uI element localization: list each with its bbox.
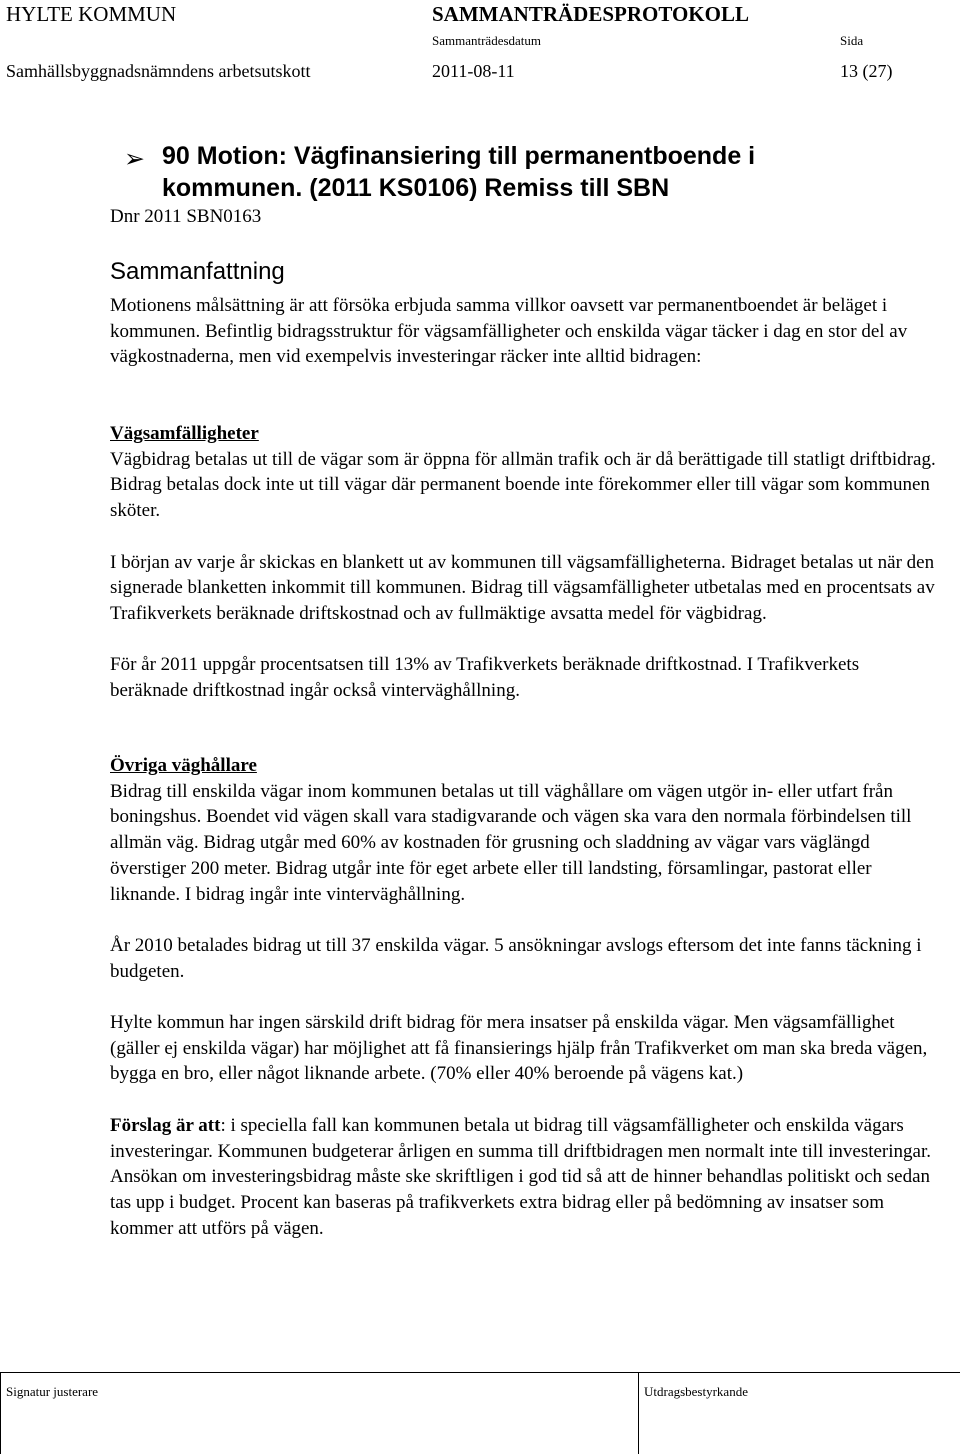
vagsamfalligheter-paragraph-1: Vägbidrag betalas ut till de vägar som är öppna för allmän trafik och är då berättigade till statligt driftbidrag. Bidrag betalas dock inte ut till vägar där permanent boende inte förekommer eller till vägar som kommunen sköter. [110, 448, 936, 522]
date-label: Sammanträdesdatum [432, 33, 542, 48]
proposal-label: Förslag är att [110, 1114, 221, 1136]
summary-heading: Sammanfattning [110, 258, 285, 285]
vagsamfalligheter-section [110, 421, 940, 704]
vagsamfalligheter-paragraph-3: För år 2011 uppgår procentsatsen till 13% av Trafikverkets beräknade driftkostnad. I Trafikverkets beräknade driftkostnad ingår också vinterväghållning. [110, 654, 860, 701]
committee-name: Samhällsbyggnadsnämndens arbetsutskott [6, 61, 311, 81]
proposal-paragraph [110, 1113, 940, 1242]
vagsamfalligheter-paragraph-2: I början av varje år skickas en blankett ut av kommunen till vägsamfälligheterna. Bidraget betalas ut när den signerade blanketten inkommit till kommunen. Bidrag till vägsamfälligheter utbetalas med en procentsats av Trafikverkets beräknade driftskostnad och av fullmäktige avsatta medel för vägbidrag. [110, 551, 935, 624]
arrow-bullet-icon: ➢ [124, 145, 145, 173]
section-title-line1: 90 Motion: Vägfinansiering till permanentboende i [162, 142, 756, 170]
page-label: Sida [840, 33, 864, 48]
ovriga-paragraph-3: Hylte kommun har ingen särskild drift bidrag för mera insatser på enskilda vägar. Men vägsamfällighet (gäller ej enskilda vägar) har möjlighet att få finansierings hjälp från Trafikverket om man ska breda vägen, bygga en bro, eller något liknande arbete. (70% eller 40% beroende på vägens kat.) [110, 1012, 928, 1085]
document-type: SAMMANTRÄDESPROTOKOLL [432, 2, 749, 26]
summary-section [110, 293, 940, 370]
extract-certification-label: Utdragsbestyrkande [644, 1384, 748, 1399]
footer-divider [0, 1372, 960, 1373]
ovriga-paragraph-2: År 2010 betalades bidrag ut till 37 enskilda vägar. 5 ansökningar avslogs eftersom det inte fanns täckning i budgeten. [110, 934, 922, 982]
vagsamfalligheter-heading: Vägsamfälligheter [110, 423, 259, 444]
dnr-reference: Dnr 2011 SBN0163 [110, 206, 262, 227]
signature-label: Signatur justerare [6, 1384, 99, 1399]
section-title-line2: kommunen. (2011 KS0106) Remiss till SBN [162, 174, 670, 202]
proposal-text: : i speciella fall kan kommunen betala ut bidrag till vägsamfälligheter och enskilda vägars investeringar. Kommunen budgeterar årligen en summa till driftbidragen men normalt inte till investeringar. Ansökan om investeringsbidrag måste ske skriftligen i god tid så att de hinner behandlas politiskt och sedan tas upp i budget. Procent kan baseras på trafikverkets extra bidrag eller på bedömning av insatser som kommer att utförs på vägen. [110, 1114, 931, 1239]
ovriga-paragraph-1: Bidrag till enskilda vägar inom kommunen betalas ut till väghållare om vägen utgör in- eller utfart från boningshus. Boendet vid vägen skall vara stadigvarande och vägen ska vara den normala förbindelsen till allmän väg. Bidrag utgår med 60% av kostnaden för grusning och sladdning av vägar vars väglängd överstiger 200 meter. Bidrag utgår inte för eget arbete eller till landsting, församlingar, pastorat eller liknande. I bidrag ingår inte vinterväghållning. [110, 780, 912, 905]
footer-left-border [0, 1372, 1, 1454]
meeting-date: 2011-08-11 [432, 61, 515, 81]
ovriga-vaghallare-heading: Övriga väghållare [110, 755, 257, 776]
page-number: 13 (27) [840, 61, 893, 81]
summary-paragraph: Motionens målsättning är att försöka erbjuda samma villkor oavsett var permanentboendet är beläget i kommunen. Befintlig bidragsstruktur för vägsamfälligheter och enskilda vägar täcker i dag en stor del av vägkostnaderna, men vid exempelvis investeringar räcker inte alltid bidragen: [110, 295, 908, 368]
ovriga-vaghallare-section [110, 753, 940, 1241]
org-name: HYLTE KOMMUN [6, 2, 177, 26]
footer-separator [638, 1372, 639, 1454]
